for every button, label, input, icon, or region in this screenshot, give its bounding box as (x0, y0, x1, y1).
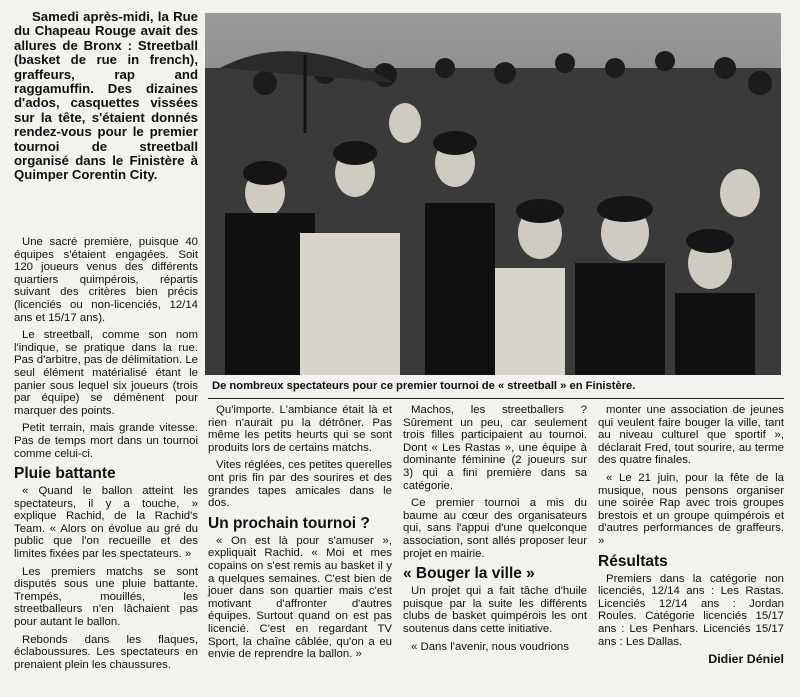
photo-caption: De nombreux spectateurs pour ce premier tournoi de « streetball » en Finistère. (212, 380, 636, 392)
paragraph: Le streetball, comme son nom l'indique, se pratique dans la rue. Pas d'arbitre, pas de délimitation. Le seul élément matérialisé étant le panier sous lequel six joueurs (trois par équipe) se démènent pour marquer des points. (14, 329, 198, 417)
column-4 (598, 404, 784, 666)
crowd-photo (205, 13, 781, 375)
paragraph: Les premiers matchs se sont disputés sous une pluie battante. Trempés, mouillés, les streetballeurs n'en lâchaient pas pour autant le ballon. (14, 565, 198, 629)
paragraph: Vites réglées, ces petites querelles ont pris fin par des sourires et des grandes tapes amicales dans le dos. (208, 459, 392, 510)
paragraph: « Le 21 juin, pour la fête de la musique, nous pensons organiser une soirée Rap avec trois groupes brestois et un groupe quimpérois et d'autres performances de graffeurs. » (598, 471, 784, 547)
column-2 (208, 404, 392, 666)
paragraph: Un projet qui a fait tâche d'huile puisque par la suite les différents clubs de basket quimpérois les ont soutenus dans cette initiative. (403, 585, 587, 635)
subheading: « Bouger la ville » (403, 565, 535, 583)
paragraph: monter une association de jeunes qui veulent faire bouger la ville, tant au niveau culturel que sportif », déclarait Fred, tout sourire, au terme des quatre finales. (598, 404, 784, 467)
author-signature: Didier Déniel (708, 652, 784, 667)
subheading: Résultats (598, 552, 668, 570)
paragraph: Petit terrain, mais grande vitesse. Pas de temps mort dans un tournoi comme celui-ci. (14, 422, 198, 460)
subheading: Pluie battante (14, 465, 116, 483)
paragraph: « Dans l'avenir, nous voudrions (411, 640, 569, 653)
paragraph: Ce premier tournoi a mis du baume au cœur des organisateurs qui, sans l'appui d'une quelconque association, sont allés proposer leur projet en mairie. (403, 497, 587, 560)
lede-paragraph: Samedi après-midi, la Rue du Chapeau Rouge avait des allures de Bronx : Streetball (basket de rue in french), graffeurs, rap and raggamuffin. Des dizaines d'ados, casquettes vissées sur la tête, s'étaient donnés rendez-vous pour le premier tournoi de streetball organisé dans le Finistère à Quimper Corentin City. (14, 9, 198, 183)
paragraph: Qu'importe. L'ambiance était là et rien n'aurait pu la détrôner. Pas même les petits heurts qui se sont produits lors de certains matchs. (208, 404, 392, 454)
paragraph: « Quand le ballon atteint les spectateurs, il y a touche, » explique Rachid, de la Rachid's Team. « Alors on évolue au gré du public que l'on recueille et des limites fixées par les spectateurs. » (14, 485, 198, 561)
paragraph: Rebonds dans les flaques, éclaboussures. Les spectateurs en prenaient plein les chaussures. (14, 633, 198, 671)
column-1 (14, 236, 198, 676)
paragraph: Premiers dans la catégorie non licenciés, 12/14 ans : Les Rastas. Licenciés 12/14 ans : Jordan Roules. Catégorie licenciés 15/17 ans : Les Penhars. Licenciés 15/17 ans : Les Dallas. (598, 572, 784, 648)
paragraph: « On est là pour s'amuser », expliquait Rachid. « Moi et mes copains on s'est remis au basket il y a quelques semaines. C'est bien de jouer dans son quartier mais c'est motivant d'affronter d'autres équipes. Surtout quand on est pas licencié. C'est en regardant TV Sport, la chaîne câblée, qu'on a eu envie de reprendre la ballon. » (208, 534, 392, 661)
paragraph: Machos, les streetballers ? Sûrement un peu, car seulement trois filles participaient au tournoi. Dont « Les Rastas », une équipe à dominante féminine (2 joueurs sur 3) qui a fini première dans sa catégorie. (403, 404, 587, 492)
paragraph: Une sacré première, puisque 40 équipes s'étaient engagées. Soit 120 joueurs venus des différents quartiers quimpérois, répartis suivant des critères bien précis (licenciés ou non-licenciés, 12/14 ans et 15/17 ans). (14, 236, 198, 324)
caption-rule (208, 398, 784, 399)
subheading: Un prochain tournoi ? (208, 514, 370, 532)
column-3 (403, 404, 587, 658)
